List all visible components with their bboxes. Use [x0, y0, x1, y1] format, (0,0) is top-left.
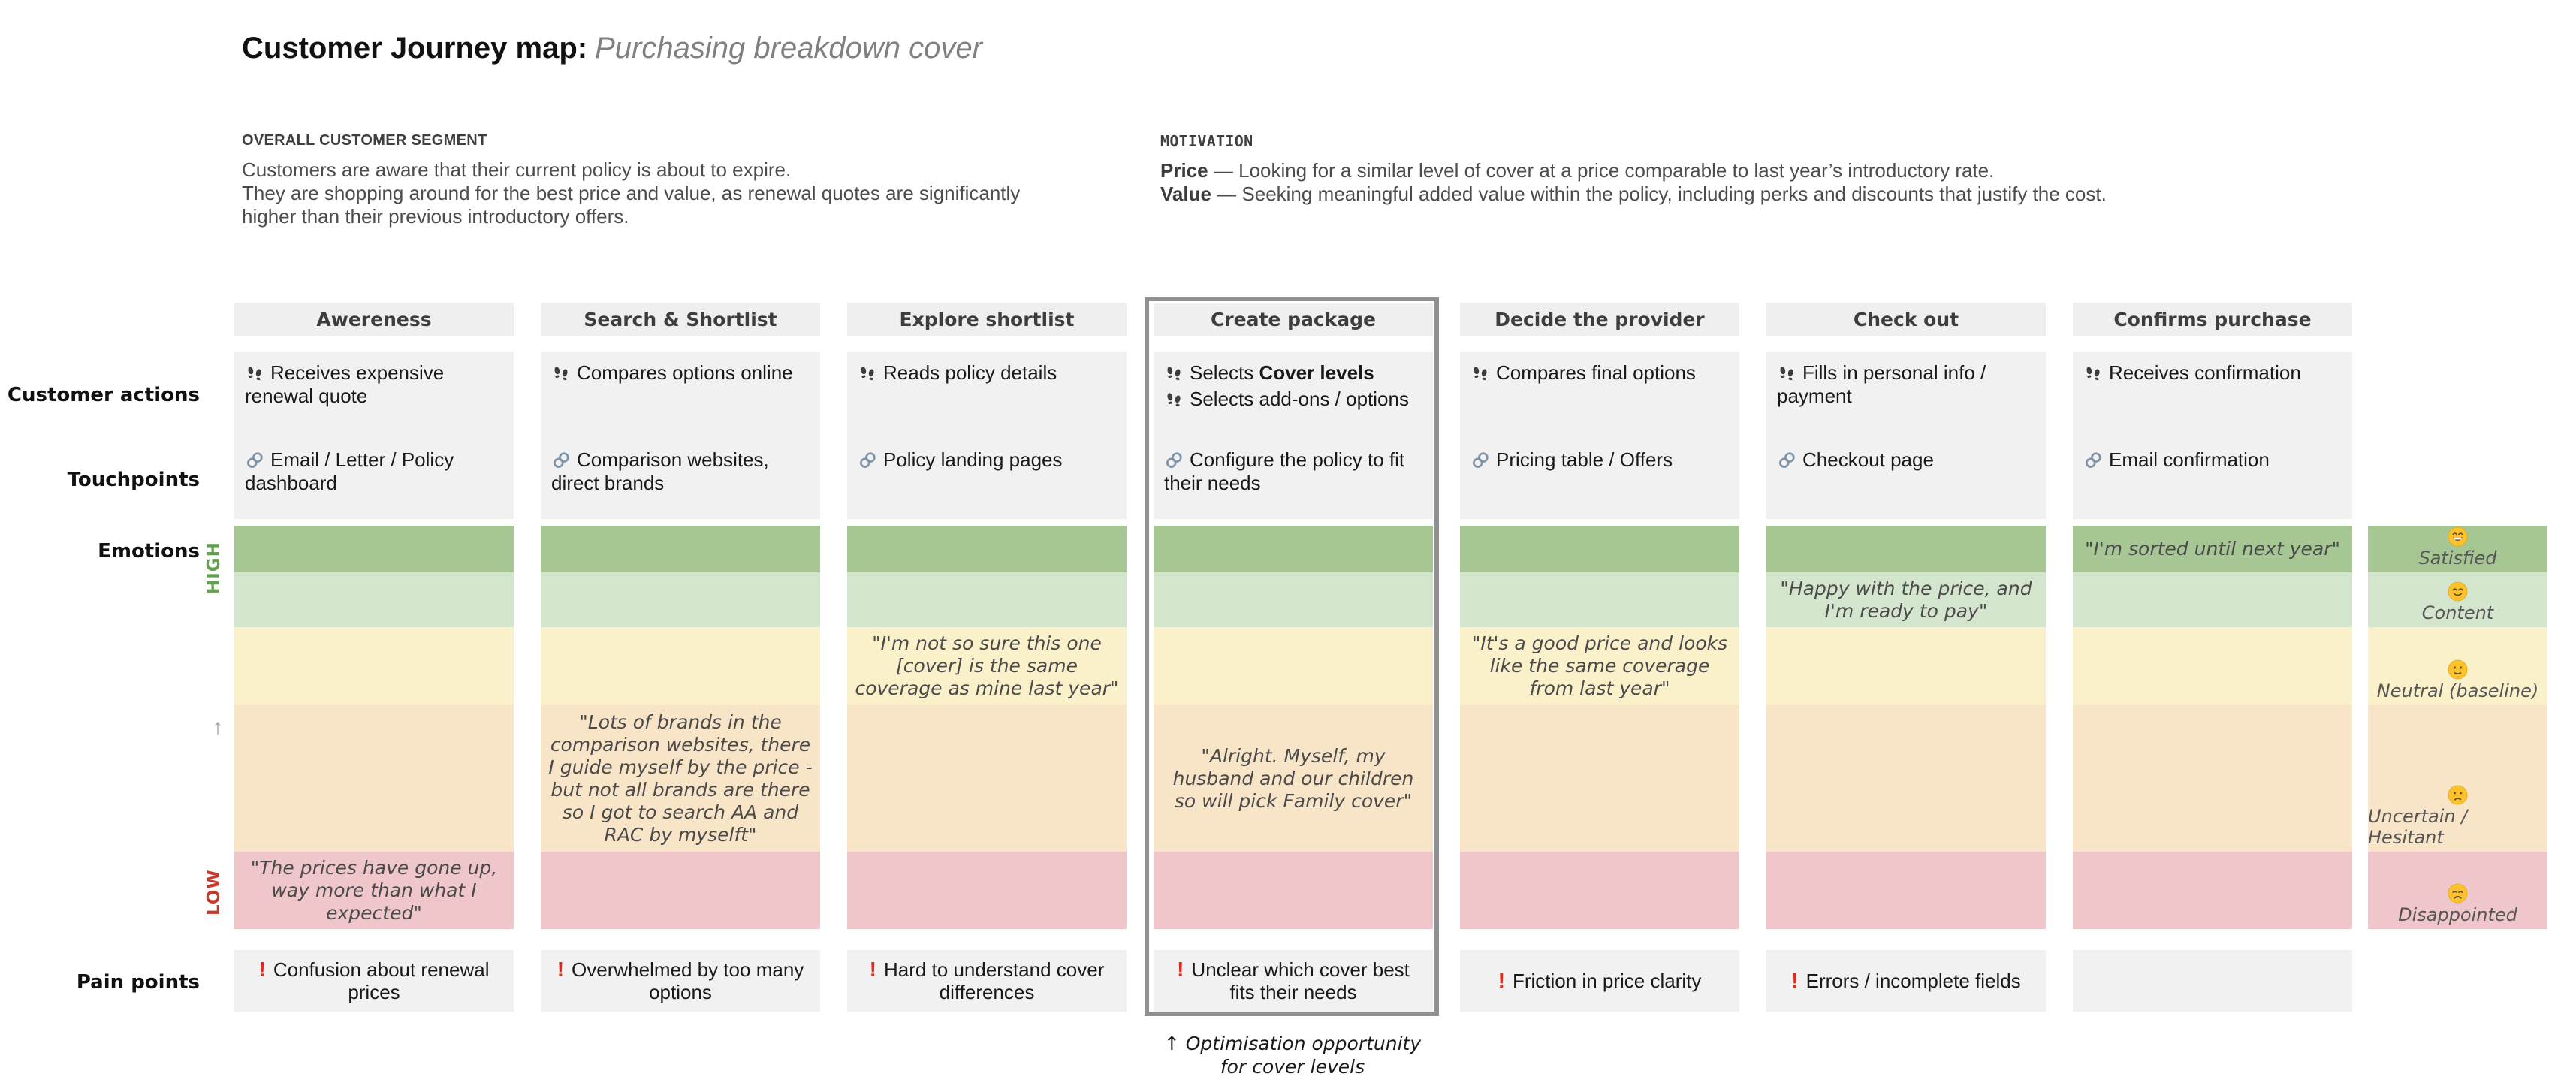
customer-actions-cell — [541, 352, 820, 385]
emotion-band-disappointed — [1154, 852, 1433, 929]
actions-touchpoints-panel — [847, 352, 1127, 519]
pain-point-text: Overwhelmed by too many options — [572, 958, 804, 1003]
emotion-quote: "I'm sorted until next year" — [2084, 538, 2340, 560]
emotion-band-disappointed — [847, 852, 1127, 929]
footprints-icon — [1164, 364, 1184, 383]
footprints-icon — [2083, 364, 2103, 383]
emotion-band-content — [541, 572, 820, 627]
emotion-quote: "I'm not so sure this one [cover] is the same coverage as mine last year" — [855, 632, 1119, 699]
pain-point-text: Unclear which cover best fits their needs — [1191, 958, 1410, 1003]
pain-point-text: Friction in price clarity — [1512, 970, 1702, 992]
legend-label: Neutral (baseline) — [2376, 680, 2539, 701]
pain-point-text: Confusion about renewal prices — [273, 958, 490, 1003]
legend-label: Uncertain / Hesitant — [2368, 806, 2468, 848]
emotion-quote: "Lots of brands in the comparison websites, there I guide myself by the price - but not all brands are there so I got to search AA and RAC by myselft" — [548, 710, 813, 846]
touchpoint — [847, 448, 1127, 472]
emotion-band-neutral — [1154, 627, 1433, 705]
legend-label: Satisfied — [2418, 548, 2497, 569]
footprints-icon — [1164, 390, 1184, 409]
emotion-quote: "Happy with the price, and I'm ready to pay" — [1780, 577, 2032, 622]
footprints-icon — [1470, 364, 1490, 383]
footprints-icon — [245, 364, 264, 383]
pain-point-text: Errors / incomplete fields — [1805, 970, 2021, 992]
pain-point — [1489, 970, 1711, 992]
customer-action — [847, 361, 1127, 385]
customer-actions-cell — [1154, 352, 1433, 411]
emotion-axis-high-label: HIGH — [204, 542, 224, 594]
exclamation-icon: ! — [1791, 969, 1799, 992]
actions-touchpoints-panel — [1460, 352, 1739, 519]
stage-header: Decide the provider — [1460, 303, 1739, 336]
emotion-bands — [2073, 526, 2352, 929]
page-title-subject: Purchasing breakdown cover — [595, 32, 982, 65]
action-text: Selects add-ons / options — [1190, 388, 1409, 410]
emotion-bands — [847, 526, 1127, 929]
legend-band-neutral — [2368, 627, 2547, 705]
action-text: Fills in personal info / payment — [1777, 361, 1986, 407]
emotion-band-uncertain — [1460, 705, 1739, 852]
pain-point — [1782, 970, 2029, 992]
content-emoji-icon — [2448, 581, 2468, 602]
emotion-bands — [541, 526, 820, 929]
emotion-band-neutral — [1766, 627, 2046, 705]
motivation-term: Value — [1160, 183, 1211, 205]
exclamation-icon: ! — [557, 958, 565, 981]
pain-point-cell-empty — [2073, 950, 2352, 1012]
link-icon — [1164, 451, 1184, 470]
stage-header: Search & Shortlist — [541, 303, 820, 336]
emotion-band-satisfied — [1460, 526, 1739, 572]
pain-point — [234, 958, 514, 1003]
link-icon — [858, 451, 877, 470]
emotion-band-disappointed — [1460, 852, 1739, 929]
actions-touchpoints-panel — [1766, 352, 2046, 519]
stage-column-decide-provider — [1460, 0, 1739, 1080]
customer-action — [1154, 388, 1433, 411]
legend-label: Disappointed — [2398, 904, 2517, 925]
customer-actions-cell — [2073, 352, 2352, 385]
pain-point-cell — [1154, 950, 1433, 1012]
link-icon — [551, 451, 571, 470]
emotion-band-uncertain — [1154, 705, 1433, 852]
emotion-band-content — [234, 572, 514, 627]
customer-action — [541, 361, 820, 385]
emotion-band-uncertain — [541, 705, 820, 852]
emotion-axis-low-label: LOW — [204, 869, 224, 916]
stage-header: Confirms purchase — [2073, 303, 2352, 336]
action-text: Reads policy details — [883, 361, 1057, 384]
emotion-band-neutral — [541, 627, 820, 705]
customer-action — [234, 361, 514, 408]
row-label-customer-actions: Customer actions — [7, 384, 200, 406]
emotion-band-disappointed — [234, 852, 514, 929]
stage-header: Check out — [1766, 303, 2046, 336]
touchpoints-cell — [234, 448, 514, 495]
emotion-quote: "It's a good price and looks like the same coverage from last year" — [1471, 632, 1728, 699]
emotion-band-satisfied — [541, 526, 820, 572]
neutral-emoji-icon — [2448, 659, 2468, 680]
row-label-touchpoints: Touchpoints — [67, 469, 200, 491]
footprints-icon — [1777, 364, 1796, 383]
exclamation-icon: ! — [1498, 969, 1505, 992]
touchpoints-cell — [1460, 448, 1739, 472]
exclamation-icon: ! — [869, 958, 876, 981]
stage-column-explore-shortlist — [847, 0, 1127, 1080]
emotion-band-neutral — [234, 627, 514, 705]
emotion-quote: "The prices have gone up, way more than what I expected" — [250, 856, 498, 924]
pain-point-text: Hard to understand cover differences — [883, 958, 1105, 1003]
segment-line: Customers are aware that their current policy is about to expire. — [242, 158, 792, 181]
action-text: Receives expensive renewal quote — [245, 361, 445, 407]
pain-point — [847, 958, 1127, 1003]
link-icon — [245, 451, 264, 470]
emotion-band-neutral — [847, 627, 1127, 705]
footprints-icon — [551, 364, 571, 383]
touchpoint — [1154, 448, 1433, 495]
action-text: Receives confirmation — [2109, 361, 2301, 384]
motivation-term: Price — [1160, 159, 1208, 182]
touchpoint-text: Configure the policy to fit their needs — [1164, 448, 1405, 494]
action-text: Selects — [1190, 361, 1259, 384]
emotion-band-satisfied — [1766, 526, 2046, 572]
emotion-band-satisfied — [1154, 526, 1433, 572]
pain-point-cell — [1766, 950, 2046, 1012]
touchpoints-cell — [2073, 448, 2352, 472]
legend-band-uncertain — [2368, 705, 2547, 852]
emotion-band-satisfied — [2073, 526, 2352, 572]
emotion-band-content — [2073, 572, 2352, 627]
actions-touchpoints-panel — [1154, 352, 1433, 519]
emotion-band-content — [847, 572, 1127, 627]
touchpoint — [2073, 448, 2352, 472]
touchpoints-cell — [1154, 448, 1433, 495]
touchpoint — [234, 448, 514, 495]
satisfied-emoji-icon — [2448, 526, 2468, 547]
stage-column-create-package — [1154, 0, 1433, 1080]
touchpoint-text: Email / Letter / Policy dashboard — [245, 448, 454, 494]
actions-touchpoints-panel — [234, 352, 514, 519]
actions-touchpoints-panel — [541, 352, 820, 519]
emotion-band-content — [1154, 572, 1433, 627]
optimisation-annotation — [1146, 1032, 1439, 1078]
exclamation-icon: ! — [1177, 958, 1184, 981]
link-icon — [2083, 451, 2103, 470]
disappointed-emoji-icon — [2448, 883, 2468, 904]
touchpoint — [541, 448, 820, 495]
stage-column-search-shortlist — [541, 0, 820, 1080]
row-label-emotions: Emotions — [98, 540, 200, 563]
emotion-band-content — [1460, 572, 1739, 627]
motivation-desc: — Seeking meaningful added value within the policy, including perks and discounts that justify the cost. — [1217, 183, 2107, 205]
pain-point — [1154, 958, 1433, 1003]
action-text: Compares final options — [1496, 361, 1696, 384]
row-label-pain-points: Pain points — [76, 971, 200, 994]
customer-segment-heading: OVERALL CUSTOMER SEGMENT — [242, 132, 487, 149]
action-text: Compares options online — [577, 361, 793, 384]
emotion-quote: "Alright. Myself, my husband and our children so will pick Family cover" — [1172, 744, 1414, 812]
emotion-band-neutral — [2073, 627, 2352, 705]
customer-action — [1154, 361, 1433, 385]
pain-point-cell — [847, 950, 1127, 1012]
customer-actions-cell — [1766, 352, 2046, 408]
customer-action — [1460, 361, 1739, 385]
emotion-band-disappointed — [1766, 852, 2046, 929]
emotion-bands — [234, 526, 514, 929]
touchpoints-cell — [847, 448, 1127, 472]
legend-label: Content — [2421, 602, 2494, 623]
annotation-line: for cover levels — [1220, 1056, 1365, 1078]
touchpoint-text: Email confirmation — [2109, 448, 2270, 471]
pain-point-cell — [234, 950, 514, 1012]
touchpoints-cell — [541, 448, 820, 495]
action-text-bold: Cover levels — [1259, 361, 1374, 384]
baseline-arrow-icon: ↑ — [213, 715, 223, 738]
emotion-band-uncertain — [234, 705, 514, 852]
motivation-heading: MOTIVATION — [1160, 132, 1253, 150]
emotion-band-disappointed — [541, 852, 820, 929]
pain-point — [541, 958, 820, 1003]
link-icon — [1777, 451, 1796, 470]
emotion-band-disappointed — [2073, 852, 2352, 929]
pain-point-cell — [1460, 950, 1739, 1012]
emotion-band-neutral — [1460, 627, 1739, 705]
touchpoint-text: Checkout page — [1802, 448, 1934, 471]
uncertain-emoji-icon — [2448, 785, 2468, 805]
touchpoints-cell — [1766, 448, 2046, 472]
emotion-band-uncertain — [847, 705, 1127, 852]
legend-band-satisfied — [2368, 526, 2547, 572]
emotion-band-content — [1766, 572, 2046, 627]
emotion-band-uncertain — [1766, 705, 2046, 852]
link-icon — [1470, 451, 1490, 470]
customer-action — [1766, 361, 2046, 408]
stage-header: Explore shortlist — [847, 303, 1127, 336]
annotation-line: ↑ Optimisation opportunity — [1163, 1033, 1422, 1054]
segment-line: higher than their previous introductory offers. — [242, 205, 629, 228]
emotion-band-satisfied — [234, 526, 514, 572]
customer-actions-cell — [1460, 352, 1739, 385]
footprints-icon — [858, 364, 877, 383]
pain-point-cell — [541, 950, 820, 1012]
touchpoint-text: Comparison websites, direct brands — [551, 448, 769, 494]
actions-touchpoints-panel — [2073, 352, 2352, 519]
exclamation-icon: ! — [258, 958, 266, 981]
legend-band-disappointed — [2368, 852, 2547, 929]
stage-column-check-out — [1766, 0, 2046, 1080]
stage-header: Create package — [1154, 303, 1433, 336]
motivation-desc: — Looking for a similar level of cover at a price comparable to last year’s introductory rate. — [1213, 159, 1995, 182]
touchpoint — [1460, 448, 1739, 472]
customer-actions-cell — [234, 352, 514, 408]
emotion-bands — [1766, 526, 2046, 929]
customer-action — [2073, 361, 2352, 385]
emotion-bands — [1460, 526, 1739, 929]
touchpoint-text: Policy landing pages — [883, 448, 1063, 471]
customer-actions-cell — [847, 352, 1127, 385]
emotion-band-satisfied — [847, 526, 1127, 572]
emotion-bands — [1154, 526, 1433, 929]
page-title-main: Customer Journey map: — [242, 32, 588, 65]
stage-column-confirms-purchase — [2073, 0, 2352, 1080]
emotion-band-uncertain — [2073, 705, 2352, 852]
touchpoint — [1766, 448, 2046, 472]
emotion-legend — [2368, 0, 2547, 1080]
touchpoint-text: Pricing table / Offers — [1496, 448, 1673, 471]
legend-band-content — [2368, 572, 2547, 627]
stage-column-awereness — [234, 0, 514, 1080]
stage-header: Awereness — [234, 303, 514, 336]
segment-line: They are shopping around for the best price and value, as renewal quotes are significantly — [242, 182, 1021, 204]
